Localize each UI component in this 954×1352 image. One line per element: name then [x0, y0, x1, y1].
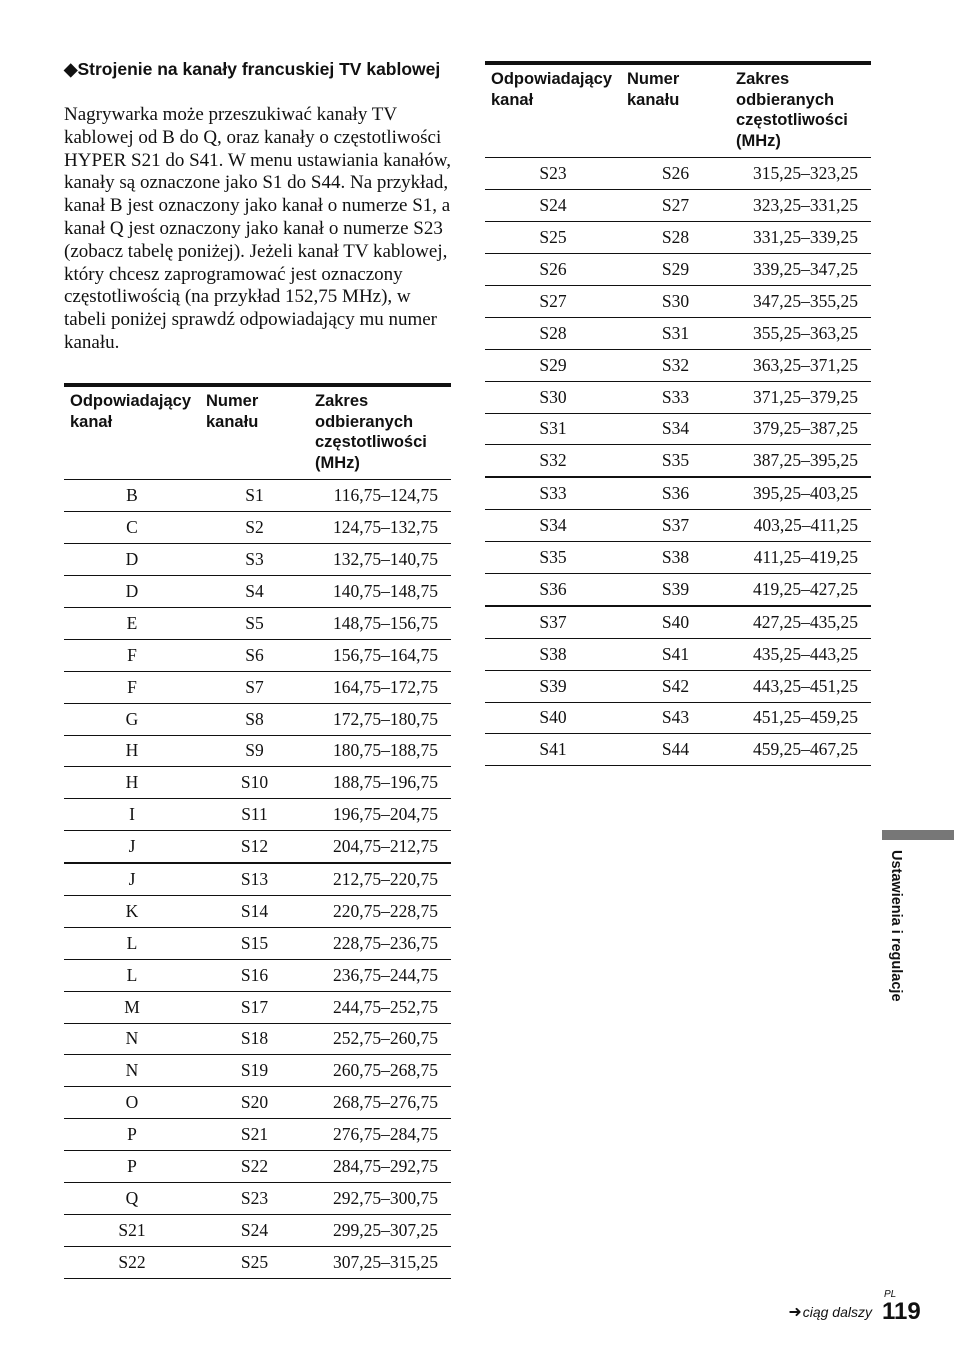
table-row: [64, 1182, 451, 1214]
frequency-range-cell: 228,75–236,75: [309, 927, 451, 959]
channel-number-cell: S36: [621, 477, 730, 509]
frequency-range-cell: 212,75–220,75: [309, 863, 451, 895]
channel-table-right: [485, 61, 871, 766]
frequency-range-cell: 355,25–363,25: [730, 317, 871, 349]
table-body: [485, 158, 871, 766]
channel-number-cell: S33: [621, 381, 730, 413]
table-row: [64, 480, 451, 512]
corresponding-channel-cell: S28: [485, 317, 621, 349]
frequency-range-cell: 292,75–300,75: [309, 1182, 451, 1214]
frequency-range-cell: 443,25–451,25: [730, 670, 871, 702]
channel-number-cell: S10: [200, 767, 309, 799]
frequency-range-cell: 315,25–323,25: [730, 158, 871, 190]
table-row: [64, 1055, 451, 1087]
frequency-range-cell: 395,25–403,25: [730, 477, 871, 509]
corresponding-channel-cell: S26: [485, 254, 621, 286]
frequency-range-cell: 371,25–379,25: [730, 381, 871, 413]
channel-number-cell: S40: [621, 606, 730, 638]
frequency-range-cell: 260,75–268,75: [309, 1055, 451, 1087]
table-row: [64, 639, 451, 671]
table-header-row: [64, 385, 451, 480]
corresponding-channel-cell: H: [64, 735, 200, 767]
frequency-range-cell: 435,25–443,25: [730, 638, 871, 670]
frequency-range-cell: 411,25–419,25: [730, 542, 871, 574]
channel-number-cell: S1: [200, 480, 309, 512]
corresponding-channel-cell: M: [64, 991, 200, 1023]
channel-number-cell: S7: [200, 671, 309, 703]
channel-number-cell: S18: [200, 1023, 309, 1055]
channel-number-cell: S39: [621, 573, 730, 605]
table-row: [485, 381, 871, 413]
channel-number-cell: S4: [200, 576, 309, 608]
channel-number-cell: S5: [200, 607, 309, 639]
frequency-range-cell: 427,25–435,25: [730, 606, 871, 638]
table-row: [64, 831, 451, 863]
corresponding-channel-cell: S33: [485, 477, 621, 509]
table-header-row: [485, 63, 871, 158]
table-row: [64, 895, 451, 927]
corresponding-channel-cell: S30: [485, 381, 621, 413]
page-number: 119: [882, 1298, 921, 1325]
corresponding-channel-cell: D: [64, 544, 200, 576]
table-row: [64, 607, 451, 639]
corresponding-channel-cell: H: [64, 767, 200, 799]
channel-number-cell: S19: [200, 1055, 309, 1087]
corresponding-channel-cell: S38: [485, 638, 621, 670]
header-corresponding-channel: Odpowiadający kanał: [64, 385, 200, 480]
frequency-range-cell: 252,75–260,75: [309, 1023, 451, 1055]
channel-number-cell: S17: [200, 991, 309, 1023]
channel-number-cell: S24: [200, 1214, 309, 1246]
channel-number-cell: S15: [200, 927, 309, 959]
channel-number-cell: S14: [200, 895, 309, 927]
channel-number-cell: S25: [200, 1246, 309, 1278]
channel-number-cell: S6: [200, 639, 309, 671]
corresponding-channel-cell: P: [64, 1119, 200, 1151]
channel-number-cell: S16: [200, 959, 309, 991]
corresponding-channel-cell: P: [64, 1151, 200, 1183]
channel-number-cell: S35: [621, 445, 730, 477]
header-corresponding-channel: Odpowiadający kanał: [485, 63, 621, 158]
table-row: [485, 670, 871, 702]
table-row: [485, 477, 871, 509]
frequency-range-cell: 403,25–411,25: [730, 510, 871, 542]
corresponding-channel-cell: S39: [485, 670, 621, 702]
frequency-range-cell: 244,75–252,75: [309, 991, 451, 1023]
language-code: PL: [884, 1289, 897, 1300]
continued-text: ciąg dalszy: [802, 1304, 872, 1320]
intro-paragraph: Nagrywarka może przeszukiwać kanały TV kablowej od B do Q, oraz kanały o częstotliwości HYPER S21 do S41. W menu ustawiania kanałów, kanały są oznaczone jako S1 do S44. Na przykład, kanał B jest oznaczony jako kanał o numerze S1, a kanał Q jest oznaczony jako kanał o numerze S23 (zobacz tabelę poniżej). Jeżeli kanał TV kablowej, który chcesz zaprogramować jest oznaczony częstotliwością (na przykład 152,75 MHz), w tabeli poniżej sprawdź odpowiadający mu numer kanału.: [64, 104, 452, 353]
channel-number-cell: S21: [200, 1119, 309, 1151]
frequency-range-cell: 347,25–355,25: [730, 285, 871, 317]
corresponding-channel-cell: S21: [64, 1214, 200, 1246]
channel-number-cell: S8: [200, 703, 309, 735]
header-channel-number: Numer kanału: [200, 385, 309, 480]
corresponding-channel-cell: K: [64, 895, 200, 927]
frequency-range-cell: 307,25–315,25: [309, 1246, 451, 1278]
channel-number-cell: S31: [621, 317, 730, 349]
channel-number-cell: S37: [621, 510, 730, 542]
frequency-range-cell: 363,25–371,25: [730, 349, 871, 381]
channel-number-cell: S27: [621, 190, 730, 222]
corresponding-channel-cell: S25: [485, 222, 621, 254]
frequency-range-cell: 459,25–467,25: [730, 734, 871, 766]
corresponding-channel-cell: S31: [485, 413, 621, 445]
table-row: [485, 638, 871, 670]
channel-number-cell: S13: [200, 863, 309, 895]
corresponding-channel-cell: S34: [485, 510, 621, 542]
corresponding-channel-cell: L: [64, 927, 200, 959]
frequency-range-cell: 331,25–339,25: [730, 222, 871, 254]
table-row: [64, 799, 451, 831]
table-row: [64, 863, 451, 895]
bullet-diamond-icon: ◆: [64, 59, 78, 79]
corresponding-channel-cell: J: [64, 831, 200, 863]
corresponding-channel-cell: S27: [485, 285, 621, 317]
corresponding-channel-cell: F: [64, 671, 200, 703]
frequency-range-cell: 387,25–395,25: [730, 445, 871, 477]
table-row: [64, 1246, 451, 1278]
corresponding-channel-cell: E: [64, 607, 200, 639]
header-frequency-range: Zakres odbieranych częstotliwości (MHz): [309, 385, 451, 480]
frequency-range-cell: 276,75–284,75: [309, 1119, 451, 1151]
frequency-range-cell: 148,75–156,75: [309, 607, 451, 639]
table-row: [64, 1214, 451, 1246]
corresponding-channel-cell: S22: [64, 1246, 200, 1278]
frequency-range-cell: 188,75–196,75: [309, 767, 451, 799]
channel-number-cell: S22: [200, 1151, 309, 1183]
corresponding-channel-cell: S29: [485, 349, 621, 381]
channel-number-cell: S3: [200, 544, 309, 576]
frequency-range-cell: 236,75–244,75: [309, 959, 451, 991]
table-row: [485, 285, 871, 317]
frequency-range-cell: 379,25–387,25: [730, 413, 871, 445]
channel-number-cell: S32: [621, 349, 730, 381]
frequency-range-cell: 451,25–459,25: [730, 702, 871, 734]
channel-number-cell: S29: [621, 254, 730, 286]
frequency-range-cell: 220,75–228,75: [309, 895, 451, 927]
table-row: [64, 735, 451, 767]
corresponding-channel-cell: L: [64, 959, 200, 991]
table-row: [64, 1119, 451, 1151]
channel-number-cell: S41: [621, 638, 730, 670]
channel-number-cell: S26: [621, 158, 730, 190]
frequency-range-cell: 299,25–307,25: [309, 1214, 451, 1246]
corresponding-channel-cell: C: [64, 512, 200, 544]
arrow-right-icon: ➜: [788, 1304, 802, 1321]
channel-number-cell: S38: [621, 542, 730, 574]
channel-number-cell: S44: [621, 734, 730, 766]
table-row: [64, 1087, 451, 1119]
corresponding-channel-cell: N: [64, 1055, 200, 1087]
corresponding-channel-cell: S36: [485, 573, 621, 605]
section-tab-marker: [882, 830, 954, 840]
table-row: [64, 576, 451, 608]
table-row: [485, 734, 871, 766]
frequency-range-cell: 419,25–427,25: [730, 573, 871, 605]
corresponding-channel-cell: S32: [485, 445, 621, 477]
table-row: [64, 991, 451, 1023]
frequency-range-cell: 196,75–204,75: [309, 799, 451, 831]
frequency-range-cell: 132,75–140,75: [309, 544, 451, 576]
frequency-range-cell: 116,75–124,75: [309, 480, 451, 512]
table-row: [64, 959, 451, 991]
frequency-range-cell: 124,75–132,75: [309, 512, 451, 544]
continued-note: [740, 1302, 872, 1322]
frequency-range-cell: 323,25–331,25: [730, 190, 871, 222]
channel-number-cell: S20: [200, 1087, 309, 1119]
corresponding-channel-cell: F: [64, 639, 200, 671]
table-row: [485, 222, 871, 254]
table-row: [64, 671, 451, 703]
table-row: [485, 349, 871, 381]
corresponding-channel-cell: Q: [64, 1182, 200, 1214]
corresponding-channel-cell: I: [64, 799, 200, 831]
table-row: [485, 190, 871, 222]
corresponding-channel-cell: N: [64, 1023, 200, 1055]
table-row: [64, 767, 451, 799]
header-frequency-range: Zakres odbieranych częstotliwości (MHz): [730, 63, 871, 158]
table-row: [485, 158, 871, 190]
channel-number-cell: S2: [200, 512, 309, 544]
corresponding-channel-cell: G: [64, 703, 200, 735]
frequency-range-cell: 164,75–172,75: [309, 671, 451, 703]
table-row: [64, 512, 451, 544]
header-channel-number: Numer kanału: [621, 63, 730, 158]
table-row: [64, 927, 451, 959]
channel-number-cell: S42: [621, 670, 730, 702]
channel-number-cell: S11: [200, 799, 309, 831]
table-body: [64, 480, 451, 1278]
channel-number-cell: S30: [621, 285, 730, 317]
corresponding-channel-cell: B: [64, 480, 200, 512]
table-row: [485, 702, 871, 734]
corresponding-channel-cell: D: [64, 576, 200, 608]
table-row: [485, 254, 871, 286]
frequency-range-cell: 268,75–276,75: [309, 1087, 451, 1119]
corresponding-channel-cell: J: [64, 863, 200, 895]
corresponding-channel-cell: S37: [485, 606, 621, 638]
channel-number-cell: S43: [621, 702, 730, 734]
table-row: [485, 510, 871, 542]
table-row: [485, 413, 871, 445]
section-heading: [64, 58, 454, 81]
frequency-range-cell: 172,75–180,75: [309, 703, 451, 735]
table-row: [485, 317, 871, 349]
corresponding-channel-cell: S40: [485, 702, 621, 734]
table-row: [64, 544, 451, 576]
corresponding-channel-cell: S23: [485, 158, 621, 190]
table-row: [485, 573, 871, 605]
corresponding-channel-cell: S35: [485, 542, 621, 574]
channel-table-left: [64, 383, 451, 1279]
frequency-range-cell: 339,25–347,25: [730, 254, 871, 286]
corresponding-channel-cell: O: [64, 1087, 200, 1119]
frequency-range-cell: 204,75–212,75: [309, 831, 451, 863]
corresponding-channel-cell: S24: [485, 190, 621, 222]
table-row: [485, 542, 871, 574]
corresponding-channel-cell: S41: [485, 734, 621, 766]
table-row: [64, 1023, 451, 1055]
section-tab-label: Ustawienia i regulacje: [888, 850, 904, 1002]
frequency-range-cell: 180,75–188,75: [309, 735, 451, 767]
channel-number-cell: S9: [200, 735, 309, 767]
table-row: [485, 445, 871, 477]
section-title: Strojenie na kanały francuskiej TV kablowej: [77, 59, 441, 79]
table-row: [64, 1151, 451, 1183]
frequency-range-cell: 156,75–164,75: [309, 639, 451, 671]
frequency-range-cell: 140,75–148,75: [309, 576, 451, 608]
frequency-range-cell: 284,75–292,75: [309, 1151, 451, 1183]
table-row: [485, 606, 871, 638]
channel-number-cell: S28: [621, 222, 730, 254]
channel-number-cell: S34: [621, 413, 730, 445]
table-row: [64, 703, 451, 735]
channel-number-cell: S23: [200, 1182, 309, 1214]
channel-number-cell: S12: [200, 831, 309, 863]
